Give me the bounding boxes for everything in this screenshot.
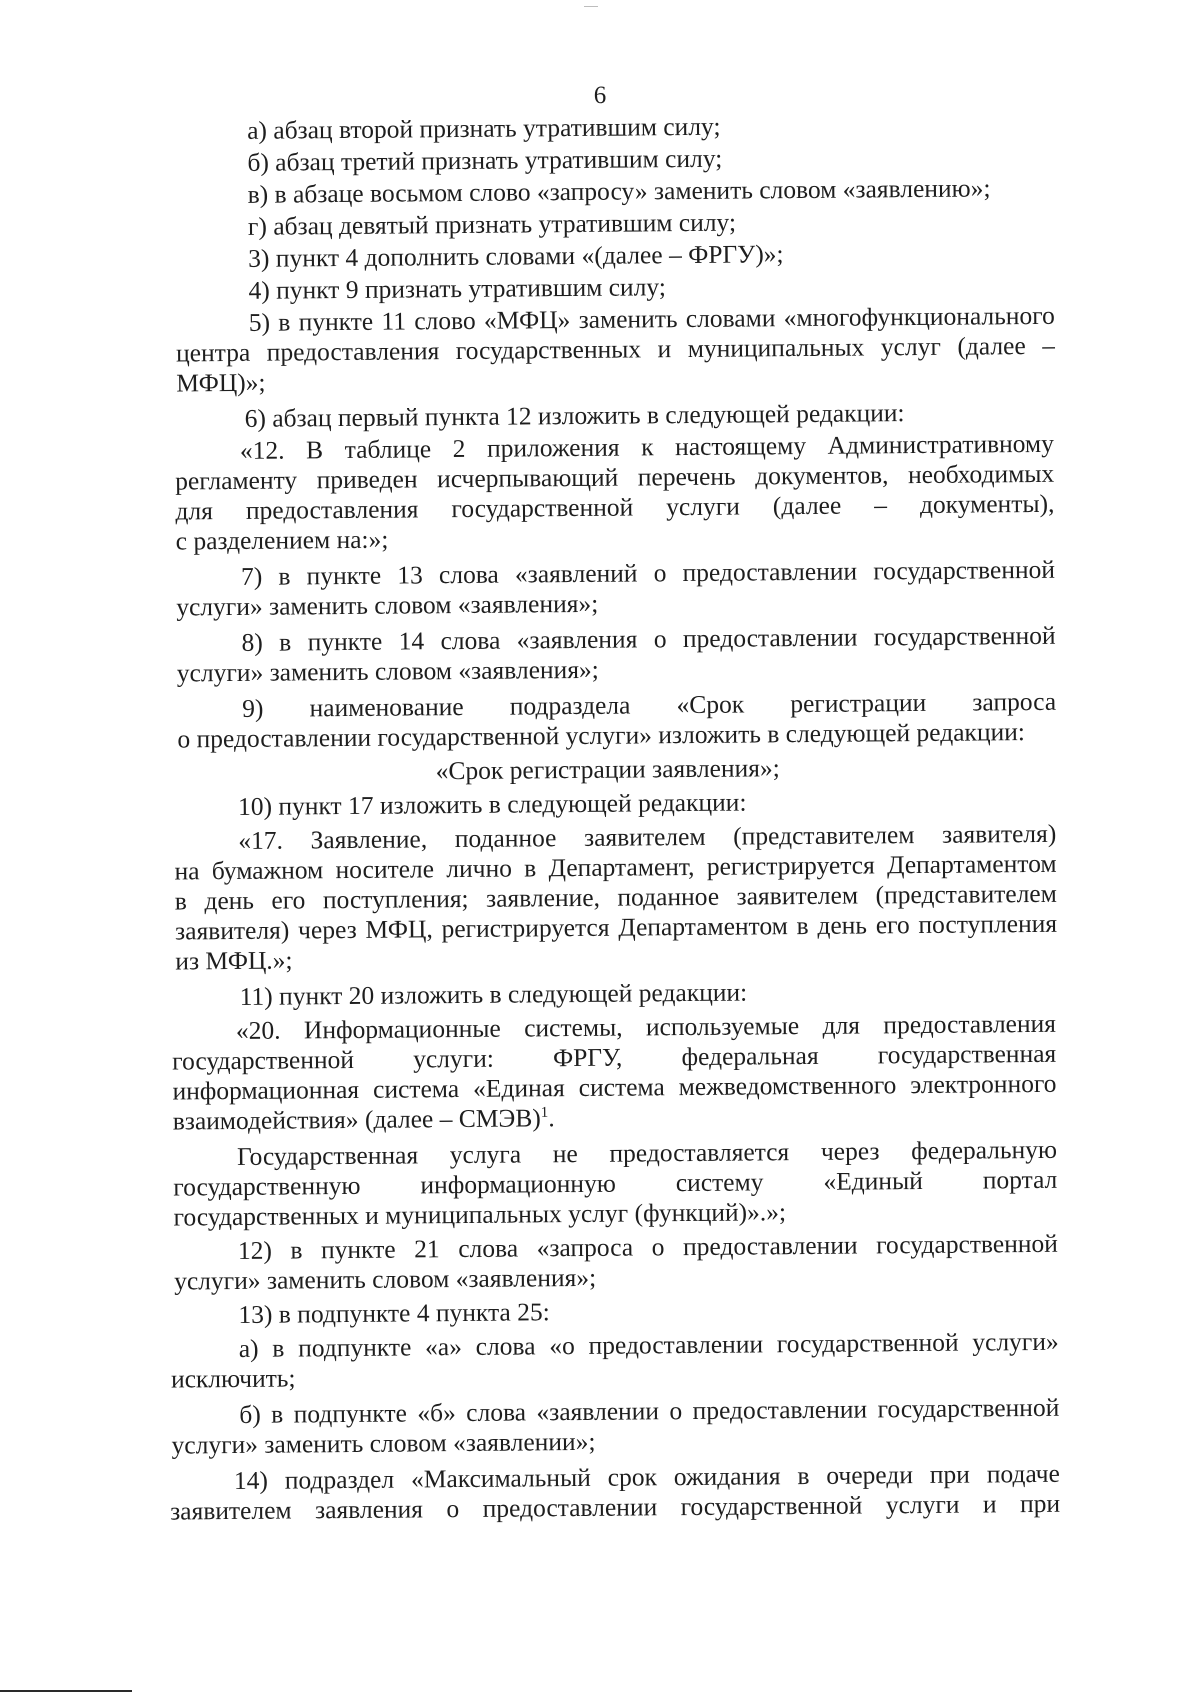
- text-line: 3) пункт 4 дополнить словами «(далее – ФРГУ)»;: [248, 239, 784, 273]
- text-line: 13) в подпункте 4 пункта 25:: [238, 1297, 550, 1329]
- text-line: государственную информационную систему «Единый портал: [173, 1164, 1058, 1202]
- text-line: МФЦ)»;: [176, 367, 266, 398]
- text-line: услуги» заменить словом «заявлении»;: [171, 1426, 596, 1460]
- footnote-ref-suffix: .: [548, 1103, 555, 1133]
- document-body: [0, 108, 1200, 1678]
- text-line: в) в абзаце восьмом слово «запросу» заменить словом «заявлению»;: [247, 173, 991, 209]
- text-line: заявителем заявления о предоставлении государственной услуги и при: [170, 1488, 1061, 1526]
- text-line: центра предоставления государственных и муниципальных услуг (далее –: [175, 330, 1056, 368]
- text-line: 8) в пункте 14 слова «заявления о предоставлении государственной: [241, 620, 1056, 657]
- text-line: 9) наименование подраздела «Срок регистрации запроса: [242, 686, 1057, 723]
- text-line: государственной услуги: ФРГУ, федеральная государственная: [172, 1038, 1057, 1076]
- text-line: услуги» заменить словом «заявления»;: [174, 1262, 597, 1296]
- text-line: информационная система «Единая система межведомственного электронного: [172, 1068, 1057, 1106]
- footnote-ref: 1: [540, 1104, 549, 1121]
- text-line: 4) пункт 9 признать утратившим силу;: [248, 272, 666, 305]
- text-line: заявителя) через МФЦ, регистрируется Департаментом в день его поступления: [174, 908, 1058, 946]
- text-line: исключить;: [170, 1363, 296, 1394]
- text-line: государственных и муниципальных услуг (функций)».»;: [173, 1197, 787, 1232]
- text-line: а) абзац второй признать утратившим силу;: [246, 111, 721, 145]
- text-line: в день его поступления; заявление, поданное заявителем (представителем: [174, 878, 1057, 916]
- scan-mark: [584, 6, 598, 7]
- text-line: из МФЦ.»;: [175, 945, 293, 976]
- text-line: услуги» заменить словом «заявления»;: [176, 654, 599, 688]
- text-line: б) в подпункте «б» слова «заявлении о предоставлении государственной: [239, 1392, 1060, 1429]
- text-line: для предоставления государственной услуги (далее – документы),: [175, 488, 1055, 526]
- text-line: 11) пункт 20 изложить в следующей редакции:: [239, 977, 748, 1011]
- text-line: с разделением на:»;: [175, 524, 389, 556]
- text-line: регламенту приведен исчерпывающий перечень документов, необходимых: [175, 458, 1055, 496]
- text-line: 14) подраздел «Максимальный срок ожидания в очереди при подаче: [233, 1458, 1060, 1496]
- scan-edge-line: [0, 1690, 132, 1692]
- text-line: 7) в пункте 13 слова «заявлений о предоставлении государственной: [240, 554, 1056, 591]
- text-line: услуги» заменить словом «заявления»;: [176, 588, 599, 622]
- text-line-content: взаимодействия» (далее – СМЭВ): [172, 1103, 541, 1136]
- text-line: г) абзац девятый признать утратившим силу;: [247, 207, 737, 241]
- text-line: «20. Информационные системы, используемые для предоставления: [235, 1008, 1057, 1045]
- text-line: «12. В таблице 2 приложения к настоящему Административному: [239, 428, 1055, 465]
- text-line: б) абзац третий признать утратившим силу;: [247, 143, 723, 177]
- text-line: «Срок регистрации заявления»;: [435, 753, 780, 786]
- text-line: 6) абзац первый пункта 12 изложить в следующей редакции:: [244, 398, 905, 433]
- text-line: Государственная услуга не предоставляется через федеральную: [236, 1134, 1058, 1171]
- text-line: 10) пункт 17 изложить в следующей редакции:: [237, 787, 747, 821]
- text-line: 12) в пункте 21 слова «запроса о предоставлении государственной: [237, 1228, 1058, 1265]
- text-line: о предоставлении государственной услуги» изложить в следующей редакции:: [177, 717, 1026, 754]
- text-line: а) в подпункте «а» слова «о предоставлении государственной услуги»: [238, 1326, 1059, 1363]
- page-number: 6: [593, 82, 607, 109]
- text-line: [173, 1103, 555, 1136]
- text-line: «17. Заявление, поданное заявителем (представителем заявителя): [238, 818, 1057, 855]
- text-line: на бумажном носителе лично в Департамент, регистрируется Департаментом: [174, 848, 1057, 886]
- text-line: 5) в пункте 11 слово «МФЦ» заменить словами «многофункционального: [248, 300, 1055, 337]
